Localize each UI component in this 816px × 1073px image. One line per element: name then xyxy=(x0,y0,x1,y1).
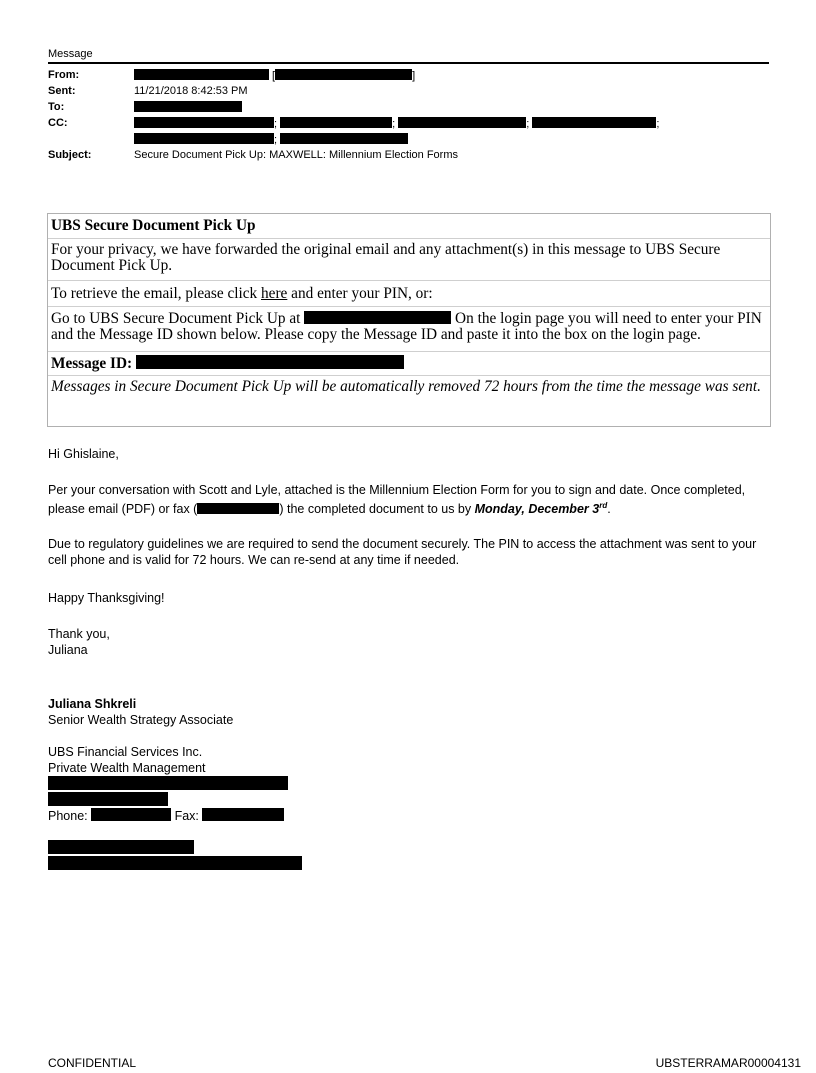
divider xyxy=(48,375,770,376)
header-divider xyxy=(48,62,769,64)
signature-block xyxy=(48,696,776,872)
to-label: To: xyxy=(48,101,65,113)
retrieve-text-before: To retrieve the email, please click xyxy=(51,285,262,302)
message-label: Message xyxy=(48,48,93,60)
from-label: From: xyxy=(48,69,80,81)
phone-label: Phone: xyxy=(48,809,88,823)
para2-text: Due to regulatory guidelines we are required to send the document securely. The PIN to access the attachment was sent to your cell phone and is valid for 72 hours. We can re-send at any time if needed. xyxy=(48,537,757,567)
goto-text-before: Go to UBS Secure Document Pick Up at xyxy=(51,310,305,327)
divider xyxy=(48,306,770,307)
sent-label: Sent: xyxy=(48,85,76,97)
signature-company: UBS Financial Services Inc. xyxy=(48,745,203,759)
redaction xyxy=(398,117,526,128)
closing xyxy=(48,626,776,658)
redaction xyxy=(197,503,279,514)
divider xyxy=(48,280,770,281)
redaction xyxy=(134,101,242,112)
redaction xyxy=(532,117,656,128)
redaction xyxy=(48,792,168,806)
redaction xyxy=(134,69,269,80)
greeting-text: Hi Ghislaine, xyxy=(48,447,119,461)
redaction xyxy=(48,776,288,790)
message-id-line xyxy=(51,355,769,372)
para1-text-middle: ) the completed document to us by xyxy=(279,502,475,517)
subject-label: Subject: xyxy=(48,149,92,161)
body-paragraph-2 xyxy=(48,536,776,568)
bates-number: UBSTERRAMAR00004131 xyxy=(655,1056,801,1070)
secure-document-box xyxy=(47,213,771,427)
to-value xyxy=(134,101,242,115)
from-value: [ ] xyxy=(134,69,415,83)
greeting xyxy=(48,446,776,462)
redaction xyxy=(134,133,274,144)
sent-value: 11/21/2018 8:42:53 PM xyxy=(134,85,248,97)
cc-value: ; ; ; ; xyxy=(134,117,659,131)
para1-end: . xyxy=(607,502,611,517)
here-link[interactable]: here xyxy=(261,285,288,302)
redaction xyxy=(275,69,412,80)
closing-name: Juliana xyxy=(48,643,88,657)
para1-text: Per your conversation with Scott and Lyle, attached is the Millennium Election Form for you to sign and date. Once completed, please email (PDF) or fax ( xyxy=(48,483,746,517)
removal-note: Messages in Secure Document Pick Up will be automatically removed 72 hours from the time the message was sent. xyxy=(51,378,761,395)
fax-label: Fax: xyxy=(174,809,199,823)
redaction xyxy=(304,311,451,324)
retrieve-text-after: and enter your PIN, or: xyxy=(287,285,433,302)
cc-label: CC: xyxy=(48,117,68,129)
redaction xyxy=(48,840,194,854)
signature-title: Senior Wealth Strategy Associate xyxy=(48,713,234,727)
body-paragraph-1 xyxy=(48,482,776,517)
retrieve-text xyxy=(51,286,769,302)
due-date-suffix: rd xyxy=(599,501,608,510)
redaction xyxy=(136,355,404,369)
due-date: Monday, December 3 xyxy=(474,502,600,517)
confidential-label: CONFIDENTIAL xyxy=(48,1056,137,1070)
redaction xyxy=(134,117,274,128)
signature-division: Private Wealth Management xyxy=(48,761,206,775)
redaction xyxy=(48,856,302,870)
redaction xyxy=(91,808,171,821)
goto-text xyxy=(51,311,769,343)
divider xyxy=(48,238,770,239)
divider xyxy=(48,351,770,352)
goto-text-after: On the login page you will need to enter your PIN and the Message ID shown below. Please copy the Message ID and paste it into the box on the login page. xyxy=(51,310,762,343)
closing-text: Thank you, xyxy=(48,627,110,641)
privacy-text: For your privacy, we have forwarded the original email and any attachment(s) in this message to UBS Secure Document Pick Up. xyxy=(51,241,721,274)
redaction xyxy=(280,117,392,128)
redaction xyxy=(202,808,284,821)
signature-name: Juliana Shkreli xyxy=(48,697,137,711)
message-id-label: Message ID: xyxy=(51,355,133,372)
para3-text: Happy Thanksgiving! xyxy=(48,591,165,605)
body-paragraph-3 xyxy=(48,590,776,606)
secure-box-title: UBS Secure Document Pick Up xyxy=(51,217,256,234)
subject-value: Secure Document Pick Up: MAXWELL: Millennium Election Forms xyxy=(134,149,458,161)
cc-value-continued: ; xyxy=(134,133,408,147)
redaction xyxy=(280,133,408,144)
